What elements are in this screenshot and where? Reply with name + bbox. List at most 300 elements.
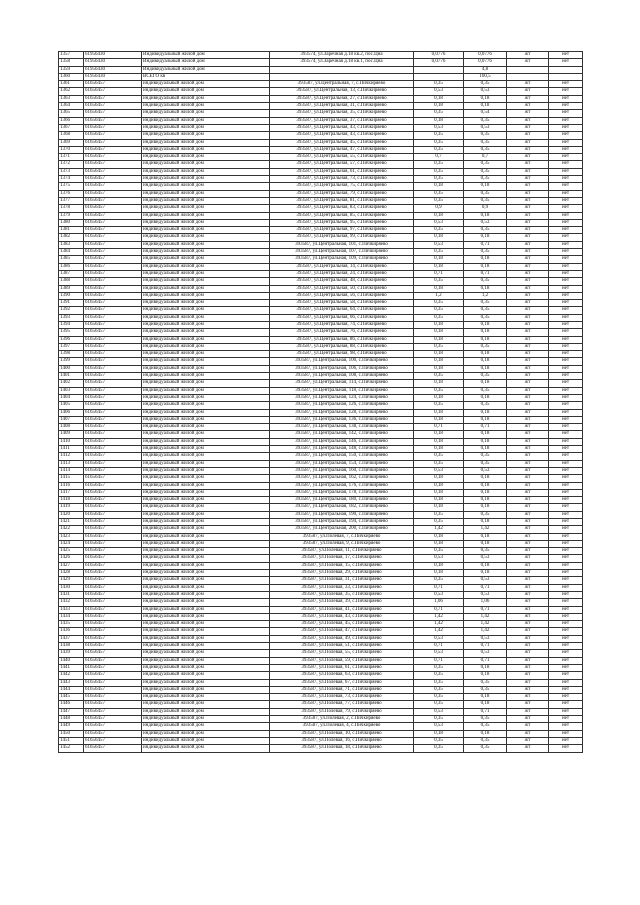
table-row xyxy=(59,467,583,474)
encumbrance-cell: нет xyxy=(549,694,583,701)
row-number-cell: 1412 xyxy=(59,453,84,460)
row-number-cell: 1438 xyxy=(59,643,84,650)
area-total-cell: 0,35 xyxy=(464,117,507,124)
purpose-cell: жт xyxy=(507,591,549,598)
purpose-cell: жт xyxy=(507,606,549,613)
encumbrance-cell: нет xyxy=(549,723,583,730)
purpose-cell: жт xyxy=(507,314,549,321)
purpose-cell: жт xyxy=(507,621,549,628)
area-total-cell: 0,71 xyxy=(464,584,507,591)
object-type-cell: индивидуальный жилой дом xyxy=(142,110,270,117)
object-type-cell: индивидуальный жилой дом xyxy=(142,263,270,270)
area-total-cell: 1,42 xyxy=(464,628,507,635)
area-value-cell: 0,35 xyxy=(414,168,464,175)
area-total-cell: 0,35 xyxy=(464,460,507,467)
object-type-cell: индивидуальный жилой дом xyxy=(142,168,270,175)
table-row xyxy=(59,176,583,183)
row-number-cell: 1381 xyxy=(59,227,84,234)
table-row xyxy=(59,314,583,321)
purpose-cell: жт xyxy=(507,570,549,577)
area-value-cell: 0,7 xyxy=(414,154,464,161)
encumbrance-cell: нет xyxy=(549,52,583,59)
table-row xyxy=(59,270,583,277)
encumbrance-cell: нет xyxy=(549,555,583,562)
purpose-cell: жт xyxy=(507,599,549,606)
area-total-cell: 0,35 xyxy=(464,190,507,197)
row-number-cell: 1364 xyxy=(59,103,84,110)
object-type-cell: индивидуальный жилой дом xyxy=(142,657,270,664)
object-type-cell: индивидуальный жилой дом xyxy=(142,438,270,445)
area-total-cell: 0,53 xyxy=(464,467,507,474)
purpose-cell: жт xyxy=(507,124,549,131)
purpose-cell: жт xyxy=(507,613,549,620)
object-type-cell: индивидуальный жилой дом xyxy=(142,321,270,328)
encumbrance-cell: нет xyxy=(549,249,583,256)
object-type-cell: индивидуальный жилой дом xyxy=(142,365,270,372)
area-value-cell: 1,06 xyxy=(414,599,464,606)
purpose-cell: жт xyxy=(507,409,549,416)
area-total-cell: 0,18 xyxy=(464,285,507,292)
encumbrance-cell: нет xyxy=(549,606,583,613)
area-value-cell: 0,35 xyxy=(414,190,464,197)
table-row xyxy=(59,453,583,460)
address-cell: 393587, ул.Центральная, 150, с.Пичкиряево xyxy=(270,453,414,460)
row-number-cell: 1383 xyxy=(59,241,84,248)
row-number-cell: 1402 xyxy=(59,380,84,387)
purpose-cell: жт xyxy=(507,183,549,190)
row-number-cell: 1415 xyxy=(59,475,84,482)
encumbrance-cell: нет xyxy=(549,278,583,285)
oktmo-code-cell: 61656457 xyxy=(84,438,142,445)
oktmo-code-cell: 61656457 xyxy=(84,380,142,387)
area-total-cell: 0,0776 xyxy=(464,52,507,59)
oktmo-code-cell: 61656457 xyxy=(84,176,142,183)
object-type-cell: индивидуальный жилой дом xyxy=(142,285,270,292)
oktmo-code-cell: 61656457 xyxy=(84,745,142,752)
encumbrance-cell: нет xyxy=(549,460,583,467)
object-type-cell: индивидуальный жилой дом xyxy=(142,694,270,701)
object-type-cell: индивидуальный жилой дом xyxy=(142,628,270,635)
encumbrance-cell: нет xyxy=(549,482,583,489)
area-value-cell: 0,53 xyxy=(414,124,464,131)
area-value-cell: 0,35 xyxy=(414,716,464,723)
area-value-cell: 0,35 xyxy=(414,249,464,256)
purpose-cell xyxy=(507,66,549,73)
table-row xyxy=(59,606,583,613)
area-value-cell: 0,53 xyxy=(414,241,464,248)
table-row xyxy=(59,672,583,679)
row-number-cell: 1450 xyxy=(59,730,84,737)
row-number-cell: 1447 xyxy=(59,708,84,715)
object-type-cell: индивидуальный жилой дом xyxy=(142,584,270,591)
purpose-cell: жт xyxy=(507,745,549,752)
area-total-cell: 0,35 xyxy=(464,307,507,314)
encumbrance-cell: нет xyxy=(549,263,583,270)
oktmo-code-cell: 61656457 xyxy=(84,723,142,730)
purpose-cell: жт xyxy=(507,737,549,744)
row-number-cell: 1357 xyxy=(59,52,84,59)
object-type-cell: индивидуальный жилой дом xyxy=(142,146,270,153)
area-value-cell: 0,18 xyxy=(414,497,464,504)
purpose-cell: жт xyxy=(507,431,549,438)
area-value-cell xyxy=(414,73,464,80)
row-number-cell: 1442 xyxy=(59,672,84,679)
object-type-cell: индивидуальный жилой дом xyxy=(142,329,270,336)
oktmo-code-cell: 61656457 xyxy=(84,621,142,628)
purpose-cell: жт xyxy=(507,300,549,307)
area-value-cell: 0,53 xyxy=(414,708,464,715)
address-cell: 393587, ул.Полевая, 33, с.Пичкиряево xyxy=(270,584,414,591)
encumbrance-cell: нет xyxy=(549,81,583,88)
row-number-cell: 1423 xyxy=(59,533,84,540)
oktmo-code-cell: 61656457 xyxy=(84,577,142,584)
oktmo-code-cell: 61656457 xyxy=(84,314,142,321)
object-type-cell: индивидуальный жилой дом xyxy=(142,394,270,401)
table-row xyxy=(59,307,583,314)
table-row xyxy=(59,154,583,161)
purpose-cell: жт xyxy=(507,380,549,387)
property-register-table xyxy=(58,51,583,753)
address-cell: 393587, ул.Полевая, 73, с.Пичкиряево xyxy=(270,694,414,701)
table-row xyxy=(59,635,583,642)
address-cell: 393587, ул.Центральная, 178, с.Пичкиряево xyxy=(270,489,414,496)
row-number-cell: 1440 xyxy=(59,657,84,664)
oktmo-code-cell: 61656457 xyxy=(84,635,142,642)
row-number-cell: 1393 xyxy=(59,314,84,321)
area-total-cell: 0,54 xyxy=(464,110,507,117)
purpose-cell: жт xyxy=(507,730,549,737)
area-total-cell: 0,35 xyxy=(464,723,507,730)
table-row xyxy=(59,132,583,139)
table-row xyxy=(59,591,583,598)
area-value-cell: 0,71 xyxy=(414,424,464,431)
row-number-cell: 1395 xyxy=(59,329,84,336)
table-row xyxy=(59,103,583,110)
table-row xyxy=(59,708,583,715)
address-cell: 393587, ул.Полевая, 17, с.Пичкиряево xyxy=(270,555,414,562)
oktmo-code-cell: 61656457 xyxy=(84,650,142,657)
address-cell: 393587, ул.Центральная, 86, с.Пичкиряево xyxy=(270,336,414,343)
area-total-cell: 0,35 xyxy=(464,300,507,307)
row-number-cell: 1441 xyxy=(59,664,84,671)
area-total-cell: 0,18 xyxy=(464,438,507,445)
oktmo-code-cell: 61656457 xyxy=(84,664,142,671)
object-type-cell: индивидуальный жилой дом xyxy=(142,219,270,226)
oktmo-code-cell: 61656457 xyxy=(84,110,142,117)
purpose-cell: жт xyxy=(507,205,549,212)
oktmo-code-cell: 61656457 xyxy=(84,183,142,190)
purpose-cell: жт xyxy=(507,176,549,183)
purpose-cell: жт xyxy=(507,351,549,358)
area-value-cell: 0,35 xyxy=(414,314,464,321)
table-row xyxy=(59,657,583,664)
table-row xyxy=(59,329,583,336)
purpose-cell: жт xyxy=(507,533,549,540)
row-number-cell: 1372 xyxy=(59,161,84,168)
row-number-cell: 1405 xyxy=(59,402,84,409)
address-cell: 393587, ул.Центральная, 138, с.Пичкиряево xyxy=(270,424,414,431)
oktmo-code-cell: 61956430 xyxy=(84,66,142,73)
area-total-cell: 0,35 xyxy=(464,402,507,409)
encumbrance-cell: нет xyxy=(549,59,583,66)
address-cell: 393587, ул.Центральная, 182, с.Пичкиряево xyxy=(270,504,414,511)
purpose-cell: жт xyxy=(507,504,549,511)
purpose-cell: жт xyxy=(507,263,549,270)
row-number-cell: 1419 xyxy=(59,504,84,511)
oktmo-code-cell: 61656457 xyxy=(84,460,142,467)
oktmo-code-cell: 61656457 xyxy=(84,467,142,474)
object-type-cell: индивидуальный жилой дом xyxy=(142,314,270,321)
row-number-cell: 1370 xyxy=(59,146,84,153)
purpose-cell: жт xyxy=(507,511,549,518)
table-row xyxy=(59,146,583,153)
purpose-cell: жт xyxy=(507,358,549,365)
row-number-cell: 1365 xyxy=(59,110,84,117)
row-number-cell: 1401 xyxy=(59,373,84,380)
area-value-cell: 1,42 xyxy=(414,613,464,620)
encumbrance-cell: нет xyxy=(549,132,583,139)
address-cell: 393587, ул.Центральная, 73, с.Пичкиряево xyxy=(270,176,414,183)
table-row xyxy=(59,300,583,307)
area-total-cell: 0,18 xyxy=(464,540,507,547)
encumbrance-cell: нет xyxy=(549,365,583,372)
purpose-cell: жт xyxy=(507,103,549,110)
purpose-cell: жт xyxy=(507,336,549,343)
object-type-cell: Индивидуальный жилой дом xyxy=(142,59,270,66)
row-number-cell: 1436 xyxy=(59,628,84,635)
table-row xyxy=(59,599,583,606)
purpose-cell xyxy=(507,73,549,80)
area-total-cell: 0,35 xyxy=(464,168,507,175)
oktmo-code-cell: 61656457 xyxy=(84,161,142,168)
table-row xyxy=(59,694,583,701)
purpose-cell: жт xyxy=(507,52,549,59)
oktmo-code-cell: 61656457 xyxy=(84,256,142,263)
object-type-cell: индивидуальный жилой дом xyxy=(142,190,270,197)
row-number-cell: 1386 xyxy=(59,263,84,270)
table-row xyxy=(59,249,583,256)
area-value-cell: 1,42 xyxy=(414,628,464,635)
encumbrance-cell: нет xyxy=(549,562,583,569)
area-value-cell: 0,18 xyxy=(414,475,464,482)
area-total-cell: 0,35 xyxy=(464,343,507,350)
document-page xyxy=(58,51,582,753)
encumbrance-cell: нет xyxy=(549,621,583,628)
area-value-cell: 0,18 xyxy=(414,380,464,387)
address-cell: 393587, ул.Центральная, 107, с.Пичкиряево xyxy=(270,249,414,256)
oktmo-code-cell: 61656457 xyxy=(84,730,142,737)
purpose-cell: жт xyxy=(507,548,549,555)
purpose-cell: жт xyxy=(507,562,549,569)
address-cell: 393587, ул.Полевая, 71, с.Пичкиряево xyxy=(270,686,414,693)
encumbrance-cell: нет xyxy=(549,307,583,314)
table-row xyxy=(59,117,583,124)
oktmo-code-cell: 61656457 xyxy=(84,88,142,95)
object-type-cell: индивидуальный жилой дом xyxy=(142,650,270,657)
purpose-cell: жт xyxy=(507,628,549,635)
purpose-cell: жт xyxy=(507,241,549,248)
table-row xyxy=(59,686,583,693)
table-row xyxy=(59,482,583,489)
oktmo-code-cell: 61656457 xyxy=(84,431,142,438)
encumbrance-cell: нет xyxy=(549,643,583,650)
row-number-cell: 1403 xyxy=(59,387,84,394)
table-row xyxy=(59,212,583,219)
object-type-cell: индивидуальный жилой дом xyxy=(142,511,270,518)
oktmo-code-cell: 61656457 xyxy=(84,139,142,146)
address-cell: 393587, ул.Центральная, 45, с.Пичкиряево xyxy=(270,139,414,146)
row-number-cell: 1385 xyxy=(59,256,84,263)
encumbrance-cell: нет xyxy=(549,745,583,752)
address-cell: 393587, ул.Полевая, 55, с.Пичкиряево xyxy=(270,650,414,657)
area-total-cell: 160,5 xyxy=(464,73,507,80)
table-row xyxy=(59,737,583,744)
purpose-cell: жт xyxy=(507,373,549,380)
object-type-cell: индивидуальный жилой дом xyxy=(142,139,270,146)
area-value-cell: 0,35 xyxy=(414,176,464,183)
row-number-cell: 1398 xyxy=(59,351,84,358)
area-value-cell: 0,18 xyxy=(414,103,464,110)
oktmo-code-cell: 61656457 xyxy=(84,416,142,423)
object-type-cell: индивидуальный жилой дом xyxy=(142,570,270,577)
address-cell: 393587, ул.Полевая, 15, с.Пичкиряево xyxy=(270,562,414,569)
purpose-cell: жт xyxy=(507,190,549,197)
oktmo-code-cell: 61656457 xyxy=(84,540,142,547)
oktmo-code-cell: 61956430 xyxy=(84,59,142,66)
address-cell: 393587, ул.Центральная, 200, с.Пичкиряево xyxy=(270,526,414,533)
area-value-cell: 0,53 xyxy=(414,88,464,95)
object-type-cell: индивидуальный жилой дом xyxy=(142,88,270,95)
encumbrance-cell: нет xyxy=(549,737,583,744)
table-row xyxy=(59,278,583,285)
address-cell: 393587, ул.Центральная, 35, с.Пичкиряево xyxy=(270,110,414,117)
encumbrance-cell: нет xyxy=(549,650,583,657)
table-row xyxy=(59,95,583,102)
oktmo-code-cell: 61956430 xyxy=(84,52,142,59)
row-number-cell: 1378 xyxy=(59,205,84,212)
table-row xyxy=(59,52,583,59)
object-type-cell: индивидуальный жилой дом xyxy=(142,95,270,102)
table-row xyxy=(59,489,583,496)
object-type-cell: индивидуальный жилой дом xyxy=(142,402,270,409)
encumbrance-cell: нет xyxy=(549,708,583,715)
purpose-cell: жт xyxy=(507,555,549,562)
oktmo-code-cell: 61656457 xyxy=(84,497,142,504)
object-type-cell: индивидуальный жилой дом xyxy=(142,599,270,606)
area-value-cell: 0,35 xyxy=(414,460,464,467)
area-value-cell: 0,18 xyxy=(414,329,464,336)
table-row xyxy=(59,343,583,350)
purpose-cell: жт xyxy=(507,197,549,204)
object-type-cell: индивидуальный жилой дом xyxy=(142,679,270,686)
area-value-cell: 0,18 xyxy=(414,562,464,569)
area-value-cell: 0,18 xyxy=(414,409,464,416)
table-row xyxy=(59,373,583,380)
row-number-cell: 1367 xyxy=(59,124,84,131)
area-total-cell: 0,18 xyxy=(464,358,507,365)
area-value-cell: 0,0776 xyxy=(414,59,464,66)
object-type-cell: индивидуальный жилой дом xyxy=(142,526,270,533)
object-type-cell: индивидуальный жилой дом xyxy=(142,161,270,168)
area-total-cell: 0,18 xyxy=(464,730,507,737)
table-row xyxy=(59,387,583,394)
row-number-cell: 1411 xyxy=(59,446,84,453)
oktmo-code-cell: 61656457 xyxy=(84,95,142,102)
area-total-cell: 0,18 xyxy=(464,482,507,489)
area-total-cell: 0,35 xyxy=(464,314,507,321)
address-cell: 393587, ул.Центральная, 154, с.Пичкиряево xyxy=(270,460,414,467)
purpose-cell: жт xyxy=(507,321,549,328)
area-total-cell: 0,53 xyxy=(464,555,507,562)
encumbrance-cell: нет xyxy=(549,591,583,598)
purpose-cell: жт xyxy=(507,453,549,460)
purpose-cell: жт xyxy=(507,394,549,401)
address-cell: 393587, ул.Центральная, 14, с.Пичкиряево xyxy=(270,263,414,270)
address-cell: 393587, ул.Центральная, 50, с.Пичкиряево xyxy=(270,285,414,292)
row-number-cell: 1392 xyxy=(59,307,84,314)
oktmo-code-cell: 61656457 xyxy=(84,117,142,124)
area-value-cell: 0,71 xyxy=(414,584,464,591)
object-type-cell: индивидуальный жилой дом xyxy=(142,256,270,263)
area-value-cell: 0,9 xyxy=(414,205,464,212)
address-cell: 393587, ул.Полевая, 9, с.Пичкиряево xyxy=(270,540,414,547)
oktmo-code-cell: 61656457 xyxy=(84,402,142,409)
oktmo-code-cell: 61656457 xyxy=(84,168,142,175)
purpose-cell: жт xyxy=(507,519,549,526)
area-total-cell: 0,18 xyxy=(464,504,507,511)
address-cell: 393587, ул.Центральная, 190, с.Пичкиряево xyxy=(270,511,414,518)
area-value-cell: 0,18 xyxy=(414,489,464,496)
area-value-cell: 0,71 xyxy=(414,643,464,650)
encumbrance-cell: нет xyxy=(549,183,583,190)
address-cell: 393587, ул.Центральная, 48, с.Пичкиряево xyxy=(270,278,414,285)
row-number-cell: 1404 xyxy=(59,394,84,401)
area-total-cell: 0,18 xyxy=(464,489,507,496)
area-value-cell: 0,35 xyxy=(414,227,464,234)
oktmo-code-cell: 61656457 xyxy=(84,686,142,693)
oktmo-code-cell: 61656457 xyxy=(84,511,142,518)
address-cell: 393587, ул.Полевая, 11, с.Пичкиряево xyxy=(270,548,414,555)
address-cell: 393587, ул.Центральная, 74, с.Пичкиряево xyxy=(270,321,414,328)
row-number-cell: 1426 xyxy=(59,555,84,562)
encumbrance-cell: нет xyxy=(549,190,583,197)
row-number-cell: 1421 xyxy=(59,519,84,526)
address-cell: 393587, ул.Полевая, 45, с.Пичкиряево xyxy=(270,621,414,628)
oktmo-code-cell: 61656457 xyxy=(84,489,142,496)
address-cell: 393574, ул.Заречная д.18 кв.2, пос.Цна xyxy=(270,52,414,59)
encumbrance-cell: нет xyxy=(549,227,583,234)
encumbrance-cell: нет xyxy=(549,548,583,555)
area-value-cell: 0,35 xyxy=(414,701,464,708)
row-number-cell: 1428 xyxy=(59,570,84,577)
address-cell: 393587, ул.Центральная, 136, с.Пичкиряево xyxy=(270,416,414,423)
row-number-cell: 1359 xyxy=(59,66,84,73)
address-cell: 393587, ул.Полевая, 61, с.Пичкиряево xyxy=(270,664,414,671)
encumbrance-cell: нет xyxy=(549,533,583,540)
row-number-cell: 1407 xyxy=(59,416,84,423)
address-cell: 393587, ул.Центральная, 99, с.Пичкиряево xyxy=(270,234,414,241)
row-number-cell: 1433 xyxy=(59,606,84,613)
table-row xyxy=(59,168,583,175)
row-number-cell: 1425 xyxy=(59,548,84,555)
purpose-cell: жт xyxy=(507,701,549,708)
area-value-cell: 0,35 xyxy=(414,737,464,744)
table-row xyxy=(59,446,583,453)
area-value-cell: 0,35 xyxy=(414,373,464,380)
oktmo-code-cell: 61656457 xyxy=(84,555,142,562)
address-cell: 393587, ул.Центральная, 194, с.Пичкиряево xyxy=(270,519,414,526)
object-type-cell: индивидуальный жилой дом xyxy=(142,124,270,131)
